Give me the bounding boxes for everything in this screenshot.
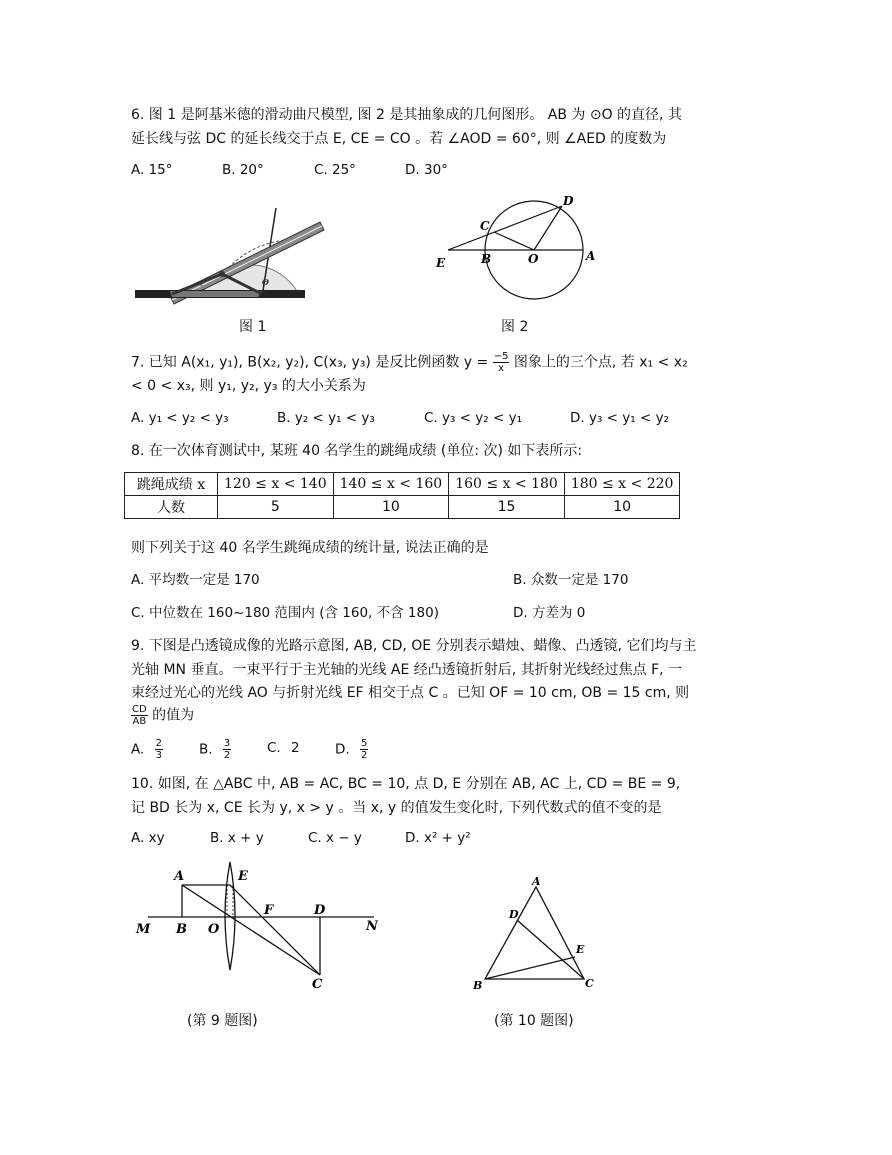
frac-den: 3 <box>155 750 162 761</box>
fig9-label-o: O <box>208 922 220 937</box>
q10-option-a: A. xy <box>131 830 165 846</box>
table-header-cell: 120 ≤ x < 140 <box>218 473 334 496</box>
q10-line-2: 记 BD 长为 x, CE 长为 y, x > y 。当 x, y 的值发生变化时, 下列代数式的值不变的是 <box>131 800 662 816</box>
q8-option-a: A. 平均数一定是 170 <box>131 572 260 588</box>
frac-num: 3 <box>223 738 231 749</box>
q7-frac-num: −5 <box>493 351 509 362</box>
q9-frac-den: AB <box>132 716 147 727</box>
q6-option-c: C. 25° <box>314 162 356 178</box>
q9-option-b <box>199 738 231 761</box>
table-header-cell: 140 ≤ x < 160 <box>333 473 449 496</box>
fig2-label-b: B <box>481 252 492 266</box>
q9-option-c-text: 2 <box>291 740 300 756</box>
table-cell: 5 <box>218 496 334 519</box>
q9-option-c <box>267 738 300 758</box>
q6-option-d: D. 30° <box>405 162 448 178</box>
frac-den: 2 <box>223 750 231 761</box>
q9-option-b-letter: B. <box>199 741 213 758</box>
q10-line-1: 10. 如图, 在 △ABC 中, AB = AC, BC = 10, 点 D, E 分别在 AB, AC 上, CD = BE = 9, <box>131 776 681 792</box>
q9-line-1: 9. 下图是凸透镜成像的光路示意图, AB, CD, OE 分别表示蜡烛、蜡像、凸透镜, 它们均与主 <box>131 638 697 654</box>
fig10-label-a: A <box>532 875 541 888</box>
q9-option-d <box>335 738 368 761</box>
fig9-label-c: C <box>312 977 323 992</box>
fig9-label-a: A <box>174 869 185 884</box>
q10-option-b: B. x + y <box>210 830 264 846</box>
fig10-label-e: E <box>576 943 585 956</box>
fig2-line-co <box>494 232 534 250</box>
fig9-label-d: D <box>314 903 326 918</box>
q6-fig2-caption: 图 2 <box>501 319 529 335</box>
q6-line-2: 延长线与弦 DC 的延长线交于点 E, CE = CO 。若 ∠AOD = 60°, 则 ∠AED 的度数为 <box>131 131 667 147</box>
q9-option-d-frac <box>360 738 368 761</box>
q9-fraction <box>131 704 148 727</box>
fig2-label-e: E <box>436 256 446 270</box>
q7-frac-den: x <box>498 363 505 374</box>
q8-option-d: D. 方差为 0 <box>513 605 586 621</box>
q8-line-1: 8. 在一次体育测试中, 某班 40 名学生的跳绳成绩 (单位: 次) 如下表所示: <box>131 443 583 459</box>
q9-option-a-letter: A. <box>131 741 145 758</box>
q9-option-b-frac <box>223 738 231 761</box>
segment-cd <box>517 920 584 979</box>
fig2-label-a: A <box>586 249 596 263</box>
q8-score-table <box>124 472 680 519</box>
q6-fig1-caption: 图 1 <box>239 319 267 335</box>
q10-option-c: C. x − y <box>308 830 362 846</box>
fig9-label-e: E <box>238 869 248 884</box>
q10-figure <box>465 872 605 997</box>
q9-option-d-letter: D. <box>335 741 350 758</box>
fig2-label-c: C <box>480 219 490 233</box>
ray-ac <box>182 885 320 975</box>
q7-line-1-tail: 图象上的三个点, 若 x₁ < x₂ <box>509 354 688 371</box>
fig10-label-d: D <box>509 908 519 921</box>
table-cell: 人数 <box>125 496 218 519</box>
q6-figure-1 <box>130 200 330 310</box>
table-header-cell: 跳绳成绩 x <box>125 473 218 496</box>
q9-line-2: 光轴 MN 垂直。一束平行于主光轴的光线 AE 经凸透镜折射后, 其折射光线经过焦点 F, 一 <box>131 662 683 678</box>
q7-line-2: < 0 < x₃, 则 y₁, y₂, y₃ 的大小关系为 <box>131 378 366 394</box>
frac-num: 5 <box>360 738 368 749</box>
ray-ec <box>230 885 320 975</box>
svg-text:Θ: Θ <box>262 277 269 287</box>
fig9-label-f: F <box>264 903 274 918</box>
fig9-label-m: M <box>136 922 151 937</box>
q10-option-d: D. x² + y² <box>405 830 471 846</box>
q6-figure-2 <box>430 190 610 305</box>
q8-option-b: B. 众数一定是 170 <box>513 572 629 588</box>
table-header-cell: 180 ≤ x < 220 <box>564 473 680 496</box>
q9-frac-num: CD <box>132 704 147 715</box>
q9-line-4-tail: 的值为 <box>152 707 195 724</box>
table-cell: 15 <box>449 496 565 519</box>
svg-text:ℓ: ℓ <box>200 279 203 288</box>
q6-line-1: 6. 图 1 是阿基米德的滑动曲尺模型, 图 2 是其抽象成的几何图形。 AB 为 ⊙O 的直径, 其 <box>131 107 682 123</box>
frac-den: 2 <box>360 750 368 761</box>
q10-fig-caption: (第 10 题图) <box>494 1013 574 1029</box>
q9-fig-caption: (第 9 题图) <box>187 1013 258 1029</box>
q7-fraction <box>493 351 510 374</box>
segment-be <box>485 957 575 979</box>
table-cell: 10 <box>333 496 449 519</box>
fig10-label-b: B <box>473 979 483 992</box>
q9-option-a <box>131 738 163 761</box>
q7-option-a: A. y₁ < y₂ < y₃ <box>131 410 229 426</box>
fig1-pivot <box>219 271 225 277</box>
q9-option-a-frac <box>155 738 163 761</box>
q7-option-d: D. y₃ < y₁ < y₂ <box>570 410 669 426</box>
q7-option-c: C. y₃ < y₂ < y₁ <box>424 410 523 426</box>
fig9-label-n: N <box>366 919 378 934</box>
q6-option-a: A. 15° <box>131 162 173 178</box>
q7-line-1 <box>131 351 688 374</box>
frac-num: 2 <box>155 738 162 749</box>
fig9-label-b: B <box>176 922 187 937</box>
q9-figure <box>130 860 390 1000</box>
fig2-label-o: O <box>528 252 539 266</box>
q6-option-b: B. 20° <box>222 162 264 178</box>
fig10-label-c: C <box>585 977 594 990</box>
q8-option-c: C. 中位数在 160~180 范围内 (含 160, 不含 180) <box>131 605 439 621</box>
table-header-cell: 160 ≤ x < 180 <box>449 473 565 496</box>
fig1-base-ruler-2 <box>170 291 262 297</box>
fig2-line-od <box>534 206 562 250</box>
table-cell: 10 <box>564 496 680 519</box>
fig2-line-ed <box>448 206 562 250</box>
q8-line-2: 则下列关于这 40 名学生跳绳成绩的统计量, 说法正确的是 <box>131 540 489 556</box>
table-row <box>125 496 680 519</box>
q7-option-b: B. y₂ < y₁ < y₃ <box>277 410 375 426</box>
fig2-label-d: D <box>563 194 574 208</box>
q9-line-4 <box>131 704 194 727</box>
q7-line-1-text: 7. 已知 A(x₁, y₁), B(x₂, y₂), C(x₃, y₃) 是反比例函数 y = <box>131 354 493 371</box>
q9-line-3: 束经过光心的光线 AO 与折射光线 EF 相交于点 C 。已知 OF = 10 cm, OB = 15 cm, 则 <box>131 685 690 701</box>
table-row <box>125 473 680 496</box>
q9-option-c-letter: C. <box>267 740 281 756</box>
